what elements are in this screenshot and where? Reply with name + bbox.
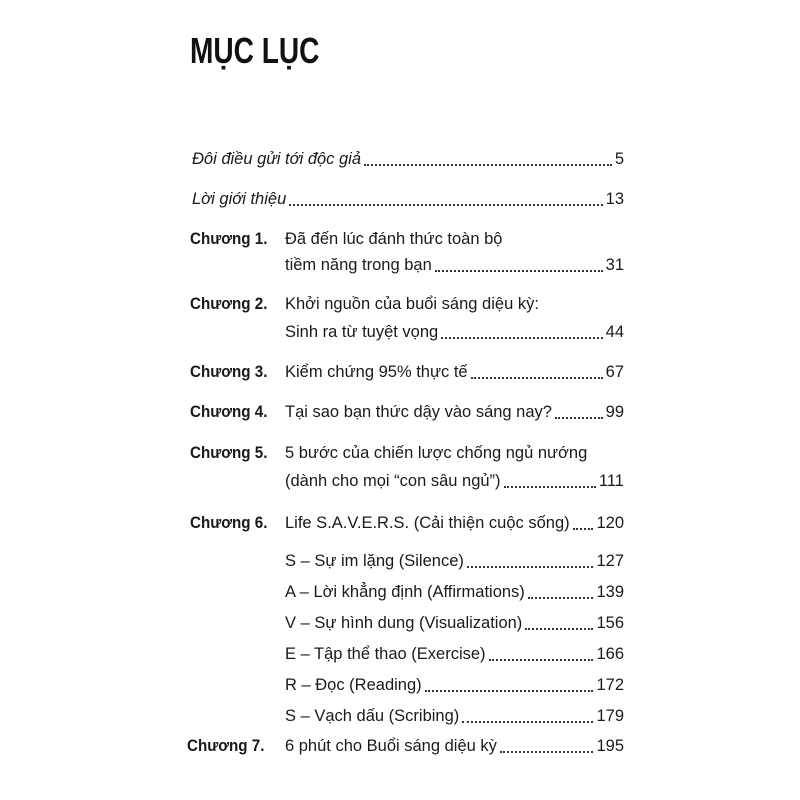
toc-page-number: 172 bbox=[596, 676, 624, 694]
toc-page-number: 44 bbox=[605, 323, 624, 341]
toc-page-number: 31 bbox=[605, 256, 624, 274]
dot-leader bbox=[504, 486, 596, 488]
chapter-label: Chương 5. bbox=[190, 444, 268, 462]
toc-entry-text: Life S.A.V.E.R.S. (Cải thiện cuộc sống) bbox=[285, 514, 570, 532]
toc-chapter-2-line-1[interactable] bbox=[285, 288, 624, 314]
toc-entry-text: 6 phút cho Buổi sáng diệu kỳ bbox=[285, 737, 497, 755]
dot-leader bbox=[528, 597, 594, 599]
dot-leader bbox=[441, 337, 602, 339]
toc-entry-text: Đôi điều gửi tới độc giả bbox=[192, 150, 362, 168]
toc-page-number: 127 bbox=[596, 552, 624, 570]
toc-entry-text: Tại sao bạn thức dậy vào sáng nay? bbox=[285, 403, 552, 421]
dot-leader bbox=[500, 751, 594, 753]
dot-leader bbox=[467, 566, 594, 568]
toc-page-number: 67 bbox=[605, 363, 624, 381]
toc-page-number: 195 bbox=[596, 737, 624, 755]
dot-leader bbox=[555, 417, 603, 419]
dot-leader bbox=[435, 270, 603, 272]
toc-page-number: 99 bbox=[605, 403, 624, 421]
toc-page-number: 156 bbox=[596, 614, 624, 632]
toc-entry-text: A – Lời khẳng định (Affirmations) bbox=[285, 583, 525, 601]
dot-leader bbox=[364, 164, 612, 166]
toc-savers-scribing[interactable] bbox=[285, 700, 624, 726]
toc-page-number: 179 bbox=[596, 707, 624, 725]
toc-entry-text: S – Vạch dấu (Scribing) bbox=[285, 707, 460, 725]
chapter-label: Chương 2. bbox=[190, 295, 268, 313]
toc-page-number: 166 bbox=[596, 645, 624, 663]
toc-entry-text: Lời giới thiệu bbox=[192, 190, 287, 208]
dot-leader bbox=[525, 628, 593, 630]
chapter-label: Chương 6. bbox=[190, 514, 268, 532]
toc-entry-introduction[interactable] bbox=[192, 183, 624, 209]
page-title: MỤC LỤC bbox=[190, 30, 320, 71]
toc-chapter-3[interactable] bbox=[285, 356, 624, 382]
toc-entry-text: Đã đến lúc đánh thức toàn bộ bbox=[285, 230, 503, 248]
toc-entry-text: R – Đọc (Reading) bbox=[285, 676, 422, 694]
chapter-label: Chương 1. bbox=[190, 230, 268, 248]
toc-savers-affirmations[interactable] bbox=[285, 576, 624, 602]
chapter-label: Chương 3. bbox=[190, 363, 268, 381]
toc-entry-text: Kiểm chứng 95% thực tế bbox=[285, 363, 468, 381]
chapter-label: Chương 7. bbox=[187, 737, 265, 755]
toc-savers-silence[interactable] bbox=[285, 545, 624, 571]
toc-savers-reading[interactable] bbox=[285, 669, 624, 695]
toc-page-number: 111 bbox=[598, 472, 624, 490]
toc-entry-text: Sinh ra từ tuyệt vọng bbox=[285, 323, 439, 341]
toc-page-number: 120 bbox=[596, 514, 624, 532]
toc-entry-text: V – Sự hình dung (Visualization) bbox=[285, 614, 523, 632]
toc-page-number: 139 bbox=[596, 583, 624, 601]
toc-page-number: 13 bbox=[605, 190, 624, 208]
toc-entry-text: E – Tập thể thao (Exercise) bbox=[285, 645, 486, 663]
dot-leader bbox=[573, 528, 594, 530]
toc-savers-visualization[interactable] bbox=[285, 607, 624, 633]
dot-leader bbox=[289, 204, 602, 206]
dot-leader bbox=[462, 721, 593, 723]
toc-chapter-5-line-2[interactable] bbox=[285, 465, 624, 491]
toc-entry-foreword[interactable] bbox=[192, 143, 624, 169]
toc-chapter-2-line-2[interactable] bbox=[285, 316, 624, 342]
toc-entry-text: Khởi nguồn của buổi sáng diệu kỳ: bbox=[285, 295, 539, 313]
toc-chapter-4[interactable] bbox=[285, 396, 624, 422]
chapter-label: Chương 4. bbox=[190, 403, 268, 421]
toc-chapter-6[interactable] bbox=[285, 507, 624, 533]
dot-leader bbox=[425, 690, 594, 692]
dot-leader bbox=[471, 377, 603, 379]
toc-page-number: 5 bbox=[614, 150, 624, 168]
toc-chapter-7[interactable] bbox=[285, 730, 624, 756]
toc-savers-exercise[interactable] bbox=[285, 638, 624, 664]
toc-chapter-1-line-2[interactable] bbox=[285, 249, 624, 275]
dot-leader bbox=[489, 659, 594, 661]
toc-chapter-5-line-1[interactable] bbox=[285, 437, 624, 463]
toc-entry-text: 5 bước của chiến lược chống ngủ nướng bbox=[285, 444, 588, 462]
toc-entry-text: S – Sự im lặng (Silence) bbox=[285, 552, 464, 570]
toc-chapter-1-line-1[interactable] bbox=[285, 223, 624, 249]
toc-entry-text: tiềm năng trong bạn bbox=[285, 256, 432, 274]
toc-entry-text: (dành cho mọi “con sâu ngủ”) bbox=[285, 472, 501, 490]
